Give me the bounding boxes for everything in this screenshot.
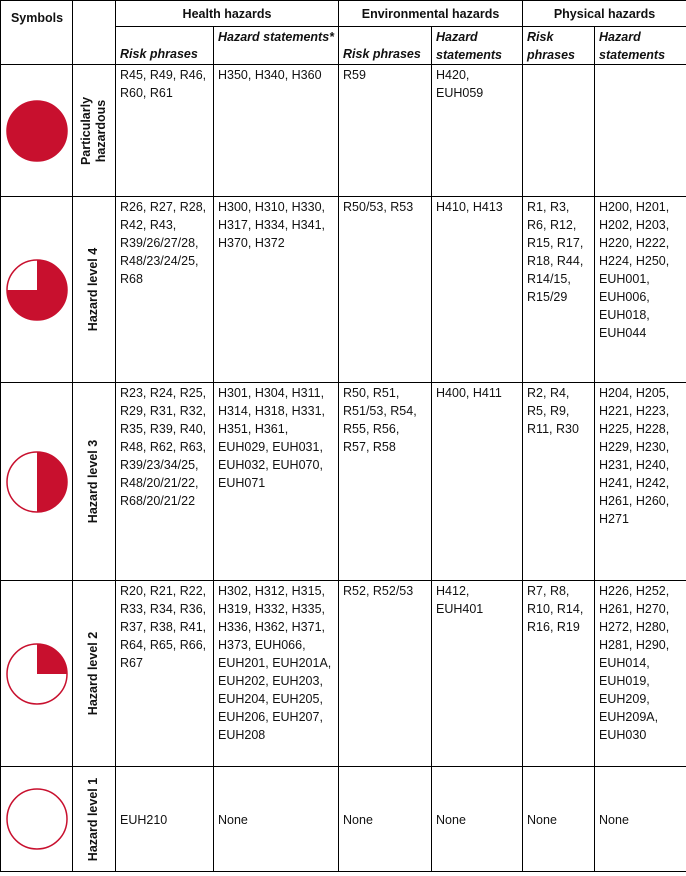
cell-text: H300, H310, H330, H317, H334, H341, H370, H372 <box>218 200 329 250</box>
phys-risk-phrases-cell <box>523 581 595 767</box>
cell-text: H226, H252, H261, H270, H272, H280, H281, H290, EUH014, EUH019, EUH209, EUH209A, EUH030 <box>599 584 673 742</box>
phys-risk-phrases-cell <box>523 197 595 383</box>
phys-risk-phrases-cell <box>523 65 595 197</box>
level-cell <box>73 65 116 197</box>
env-hazard-statements-cell <box>432 581 523 767</box>
env-risk-phrases-cell <box>339 197 432 383</box>
phys-hazard-statements-cell <box>595 65 686 197</box>
env-risk-phrases-cell <box>339 767 432 872</box>
table-row <box>1 581 686 767</box>
cell-text: None <box>436 812 466 827</box>
symbol-circle <box>7 789 67 849</box>
cell-text: None <box>218 812 248 827</box>
phys-hazard-statements-cell <box>595 383 686 581</box>
health-hazard-statements-cell <box>214 65 339 197</box>
hazard-level-symbol <box>4 449 70 515</box>
health-hazard-statements-cell <box>214 383 339 581</box>
hazard-level-symbol <box>4 257 70 323</box>
environmental-hazards-header: Environmental hazards <box>339 1 523 27</box>
cell-text: None <box>343 812 373 827</box>
table-row <box>1 65 686 197</box>
health-risk-phrases-cell <box>116 581 214 767</box>
env-hazard-statements-cell <box>432 197 523 383</box>
symbol-circle <box>7 101 67 161</box>
cell-text: H420, EUH059 <box>436 68 484 100</box>
health-hazard-statements-cell <box>214 581 339 767</box>
cell-text: R20, R21, R22, R33, R34, R36, R37, R38, R41, R64, R65, R66, R67 <box>120 584 210 670</box>
env-hazard-statements-header: Hazard statements <box>432 27 523 65</box>
symbol-cell <box>1 383 73 581</box>
symbol-fill-sector <box>37 644 67 674</box>
cell-text: R52, R52/53 <box>343 584 414 598</box>
symbol-fill-sector <box>37 452 67 512</box>
phys-risk-phrases-cell <box>523 383 595 581</box>
health-risk-phrases-cell <box>116 65 214 197</box>
health-risk-phrases-header: Risk phrases <box>116 27 214 65</box>
hazard-level-label: Hazard level 2 <box>86 631 101 716</box>
health-hazards-header: Health hazards <box>116 1 339 27</box>
env-hazard-statements-cell <box>432 383 523 581</box>
health-hazard-statements-cell <box>214 197 339 383</box>
health-risk-phrases-cell <box>116 767 214 872</box>
health-hazard-statements-cell <box>214 767 339 872</box>
env-risk-phrases-cell <box>339 383 432 581</box>
hazard-level-symbol <box>4 641 70 707</box>
env-risk-phrases-cell <box>339 65 432 197</box>
hazard-level-label: Hazard level 1 <box>86 777 101 861</box>
cell-text: R26, R27, R28, R42, R43, R39/26/27/28, R48/23/24/25, R68 <box>120 200 210 286</box>
health-hazard-statements-header: Hazard statements* <box>214 27 339 65</box>
env-risk-phrases-header: Risk phrases <box>339 27 432 65</box>
symbol-cell <box>1 197 73 383</box>
symbol-cell <box>1 767 73 872</box>
level-cell <box>73 767 116 872</box>
cell-text: H302, H312, H315, H319, H332, H335, H336, H362, H371, H373, EUH066, EUH201, EUH201A, EUH202, EUH203, EUH204, EUH205, EUH206, EUH207, EUH208 <box>218 584 335 742</box>
table-body <box>1 65 686 872</box>
hazard-level-symbol <box>4 98 70 164</box>
cell-text: R45, R49, R46, R60, R61 <box>120 68 210 100</box>
phys-risk-phrases-header: Risk phrases <box>523 27 595 65</box>
phys-hazard-statements-cell <box>595 197 686 383</box>
level-header <box>73 1 116 65</box>
table-row <box>1 767 686 872</box>
cell-text: H301, H304, H311, H314, H318, H331, H351, H361, EUH029, EUH031, EUH032, EUH070, EUH071 <box>218 386 329 490</box>
cell-text: R50, R51, R51/53, R54, R55, R56, R57, R58 <box>343 386 421 454</box>
hazard-level-symbol <box>4 786 70 852</box>
cell-text: R1, R3, R6, R12, R15, R17, R18, R44, R14/15, R15/29 <box>527 200 587 304</box>
physical-hazards-header: Physical hazards <box>523 1 686 27</box>
table-row <box>1 383 686 581</box>
table-row <box>1 197 686 383</box>
cell-text: R50/53, R53 <box>343 200 414 214</box>
cell-text: R59 <box>343 68 366 82</box>
health-risk-phrases-cell <box>116 383 214 581</box>
phys-risk-phrases-cell <box>523 767 595 872</box>
symbols-header: Symbols <box>1 1 73 65</box>
cell-text: H412, EUH401 <box>436 584 484 616</box>
cell-text: None <box>527 812 557 827</box>
hazard-level-label: Hazard level 3 <box>86 439 101 524</box>
phys-hazard-statements-header: Hazard statements <box>595 27 686 65</box>
cell-text: H204, H205, H221, H223, H225, H228, H229, H230, H231, H240, H241, H242, H261, H260, H271 <box>599 386 673 526</box>
env-hazard-statements-cell <box>432 65 523 197</box>
symbol-cell <box>1 65 73 197</box>
symbol-cell <box>1 581 73 767</box>
phys-hazard-statements-cell <box>595 581 686 767</box>
cell-text: R23, R24, R25, R29, R31, R32, R35, R39, R40, R48, R62, R63, R39/23/34/25, R48/20/21/22, R68/20/21/22 <box>120 386 210 508</box>
cell-text: R7, R8, R10, R14, R16, R19 <box>527 584 587 634</box>
env-risk-phrases-cell <box>339 581 432 767</box>
cell-text: H410, H413 <box>436 200 503 214</box>
hazard-level-label: Particularly hazardous <box>79 96 108 165</box>
env-hazard-statements-cell <box>432 767 523 872</box>
cell-text: H400, H411 <box>436 386 502 400</box>
level-cell <box>73 197 116 383</box>
cell-text: H350, H340, H360 <box>218 68 322 82</box>
health-risk-phrases-cell <box>116 197 214 383</box>
hazard-level-label: Hazard level 4 <box>86 247 101 332</box>
cell-text: EUH210 <box>120 812 168 827</box>
phys-hazard-statements-cell <box>595 767 686 872</box>
level-cell <box>73 383 116 581</box>
level-cell <box>73 581 116 767</box>
cell-text: None <box>599 812 629 827</box>
cell-text: H200, H201, H202, H203, H220, H222, H224, H250, EUH001, EUH006, EUH018, EUH044 <box>599 200 673 340</box>
cell-text: R2, R4, R5, R9, R11, R30 <box>527 386 579 436</box>
